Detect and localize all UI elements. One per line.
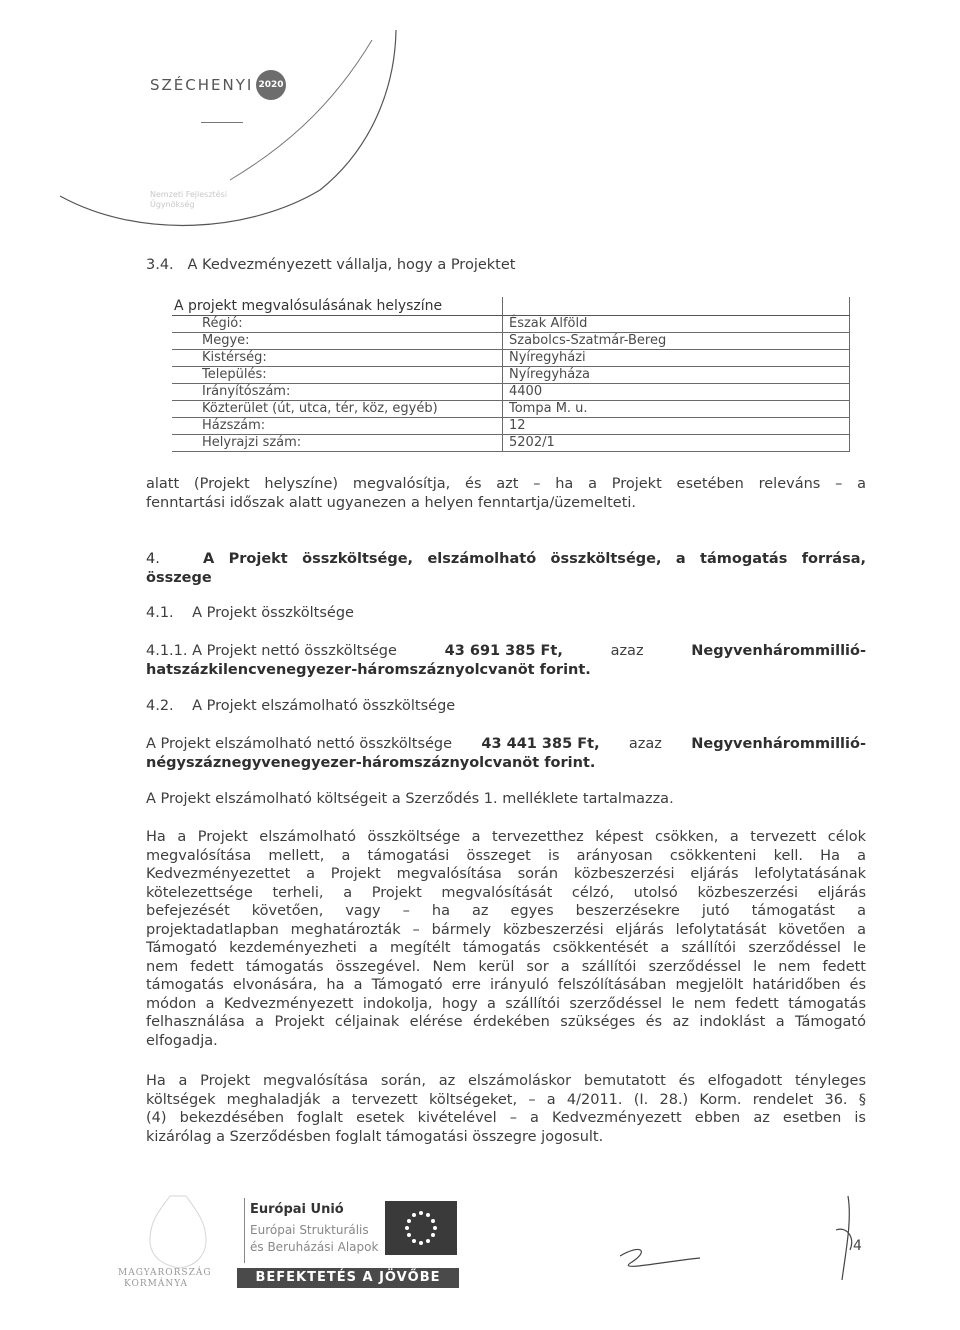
location-table-header-blank — [503, 297, 850, 316]
paragraph-2-line: kizárólag a Szerződésben foglalt támogatási összegre jogosult. — [146, 1128, 604, 1145]
paragraph-overrun — [146, 1072, 866, 1146]
row-label: Helyrajzi szám: — [172, 435, 503, 452]
paragraph-1-line: projektadatlapban meghatározták – bármely közbeszerzési eljárás lefolytatását követően a — [146, 921, 866, 938]
row-label: Megye: — [172, 333, 503, 350]
paragraph-1-line: nem fedett támogatás összegével. Nem kerül sor a szállítói szerződéssel le nem fedett — [146, 958, 866, 975]
row-value: 12 — [503, 418, 850, 435]
row-value: Tompa M. u. — [503, 401, 850, 418]
paragraph-1-line: módon a Kedvezményezett indokolja, hogy a szállítói szerződéssel le nem fedett támogatás — [146, 995, 866, 1012]
table-row — [172, 333, 850, 350]
after-table-paragraph — [146, 475, 866, 512]
row-value: Szabolcs-Szatmár-Bereg — [503, 333, 850, 350]
row-label: Házszám: — [172, 418, 503, 435]
section-4-1-1-text-b: azaz — [610, 643, 644, 659]
paragraph-1-line: Ha a Projekt elszámolható összköltsége a tervezetthez képest csökken, a tervezett célok — [146, 829, 866, 845]
government-logo-text — [118, 1268, 212, 1290]
section-4-2-text-b: azaz — [628, 736, 662, 752]
section-4-2-words-2: négyszáznegyvenegyezer-háromszáznyolcvanöt forint. — [146, 754, 596, 771]
location-table — [172, 297, 850, 452]
location-table-title: A projekt megvalósulásának helyszíne — [172, 297, 503, 316]
gov-line-1: MAGYARORSZÁG — [118, 1268, 212, 1278]
after-table-line-1: alatt (Projekt helyszíne) megvalósítja, és azt – ha a Projekt esetében releváns – a — [146, 476, 866, 492]
section-4-2-title: A Projekt elszámolható összköltsége — [192, 698, 456, 714]
annex-note: A Projekt elszámolható költségeit a Szerződés 1. melléklete tartalmazza. — [146, 791, 674, 807]
row-label: Régió: — [172, 316, 503, 333]
paragraph-1-line: Kedvezményezettet a Projekt megvalósítása során közbeszerzési eljárás lefolytatásának — [146, 866, 866, 882]
table-row — [172, 350, 850, 367]
row-value: Nyíregyháza — [503, 367, 850, 384]
paragraph-1-line: elfogadja. — [146, 1032, 218, 1049]
crest-outline — [150, 1196, 206, 1268]
section-4-1-1-words-2: hatszázkilencvenegyezer-háromszáznyolcvanöt forint. — [146, 661, 591, 678]
eu-divider — [244, 1198, 245, 1263]
logo-divider — [201, 122, 243, 123]
table-row — [172, 401, 850, 418]
gov-line-2: KORMÁNYA — [124, 1279, 188, 1289]
paragraph-2-line: (4) bekezdésében foglalt esetek kivételével – a Kedvezményezett ebben az esetben is — [146, 1110, 866, 1126]
row-label: Irányítószám: — [172, 384, 503, 401]
section-4-2-line-1 — [146, 735, 866, 754]
section-4-1-1-lead — [146, 642, 397, 661]
eu-subtitle — [250, 1222, 378, 1256]
table-row — [172, 316, 850, 333]
row-label: Kistérség: — [172, 350, 503, 367]
row-value: Észak Alföld — [503, 316, 850, 333]
paragraph-cost-reduction — [146, 828, 866, 1050]
row-value: Nyíregyházi — [503, 350, 850, 367]
section-4-1-1 — [146, 642, 866, 679]
section-4-2-text-a: A Projekt elszámolható nettó összköltsége — [146, 736, 453, 752]
table-row — [172, 418, 850, 435]
paragraph-1-line: megvalósítása mellett, a támogatási összeget is arányosan csökkenteni kell. Ha a — [146, 847, 866, 864]
paragraph-1-line: Támogató kezdeményezheti a megítélt támogatás csökkentését a szállítói szerződéssel le — [146, 940, 866, 956]
section-4-title-line-2: összege — [146, 569, 212, 586]
section-4-1-1-text-a: A Projekt nettó összköltsége — [192, 643, 397, 659]
page-number: 4 — [853, 1238, 862, 1254]
after-table-line-2: fenntartási időszak alatt ugyanezen a helyen fenntartja/üzemelteti. — [146, 494, 637, 511]
row-value: 5202/1 — [503, 435, 850, 452]
section-4-2-number: 4.2. — [146, 698, 174, 714]
eu-subtitle-line-2: és Beruházási Alapok — [250, 1240, 379, 1254]
paragraph-1-line: felhasználása a Projekt céljainak elérése érdekében szükséges és az indoklást a Támogató — [146, 1014, 866, 1030]
section-4-1-title: A Projekt összköltsége — [192, 605, 354, 621]
section-4-1-1-number: 4.1.1. — [146, 643, 188, 659]
section-4-2-heading — [146, 697, 455, 716]
logo-faint-line-2: Ügynökség — [150, 200, 195, 209]
paragraph-2-line: Ha a Projekt megvalósítása során, az elszámoláskor bemutatott és elfogadott tényleges — [146, 1073, 866, 1089]
eu-title: Európai Unió — [250, 1202, 344, 1217]
corner-signature-stroke-2 — [230, 40, 372, 180]
section-4-1-heading — [146, 604, 354, 623]
section-3-4 — [146, 256, 515, 275]
section-4-2-body — [146, 735, 866, 772]
section-4-1-1-line-1 — [146, 642, 866, 661]
paragraph-1-line: támogatás elvonására, ha a Támogató erre irányuló felszólításában megjelölt határidőben és — [146, 977, 866, 993]
section-3-4-number: 3.4. — [146, 257, 174, 273]
section-4-2-words-1: Negyvenhárommillió- — [691, 736, 866, 752]
logo-faint-caption — [150, 190, 227, 210]
row-label: Közterület (út, utca, tér, köz, egyéb) — [172, 401, 503, 418]
eu-subtitle-line-1: Európai Strukturális — [250, 1223, 369, 1237]
paragraph-2-line: költségek meghaladják a tervezett költségeket, – a 4/2011. (I. 28.) Korm. rendelet 36. § — [146, 1091, 866, 1108]
table-row — [172, 384, 850, 401]
eu-slogan-band: BEFEKTETÉS A JÖVŐBE — [237, 1268, 459, 1288]
paragraph-1-line: kötelezettsége terheli, a Projekt megvalósítását célzó, utolsó közbeszerzési eljárás — [146, 884, 866, 901]
section-4-1-1-amount: 43 691 385 Ft, — [444, 643, 563, 659]
table-row — [172, 367, 850, 384]
szechenyi-2020-badge: 2020 — [256, 70, 286, 100]
section-4-2-amount: 43 441 385 Ft, — [481, 736, 600, 752]
szechenyi-logo-text: SZÉCHENYI — [150, 76, 254, 94]
section-3-4-text: A Kedvezményezett vállalja, hogy a Projektet — [187, 257, 516, 273]
logo-faint-line-1: Nemzeti Fejlesztési — [150, 190, 227, 199]
section-4-number: 4. — [146, 551, 160, 567]
eu-flag-icon — [385, 1201, 457, 1255]
section-4-title-line-1 — [146, 550, 866, 569]
footer-initial-stroke — [836, 1196, 852, 1280]
paragraph-1-line: befejezését követően, vagy – ha az egyes beszerzésekre jutó támogatást a — [146, 903, 866, 919]
section-4-heading — [146, 550, 866, 587]
section-4-1-number: 4.1. — [146, 605, 174, 621]
row-value: 4400 — [503, 384, 850, 401]
corner-signature-stroke — [60, 30, 396, 225]
eu-stars-icon — [385, 1201, 457, 1255]
table-row — [172, 435, 850, 452]
section-4-title-text: A Projekt összköltsége, elszámolható összköltsége, a támogatás forrása, — [203, 551, 867, 567]
row-label: Település: — [172, 367, 503, 384]
footer-signature-stroke — [620, 1249, 700, 1266]
location-table-header — [172, 297, 850, 316]
section-4-1-1-words-1: Negyvenhárommillió- — [691, 643, 866, 659]
